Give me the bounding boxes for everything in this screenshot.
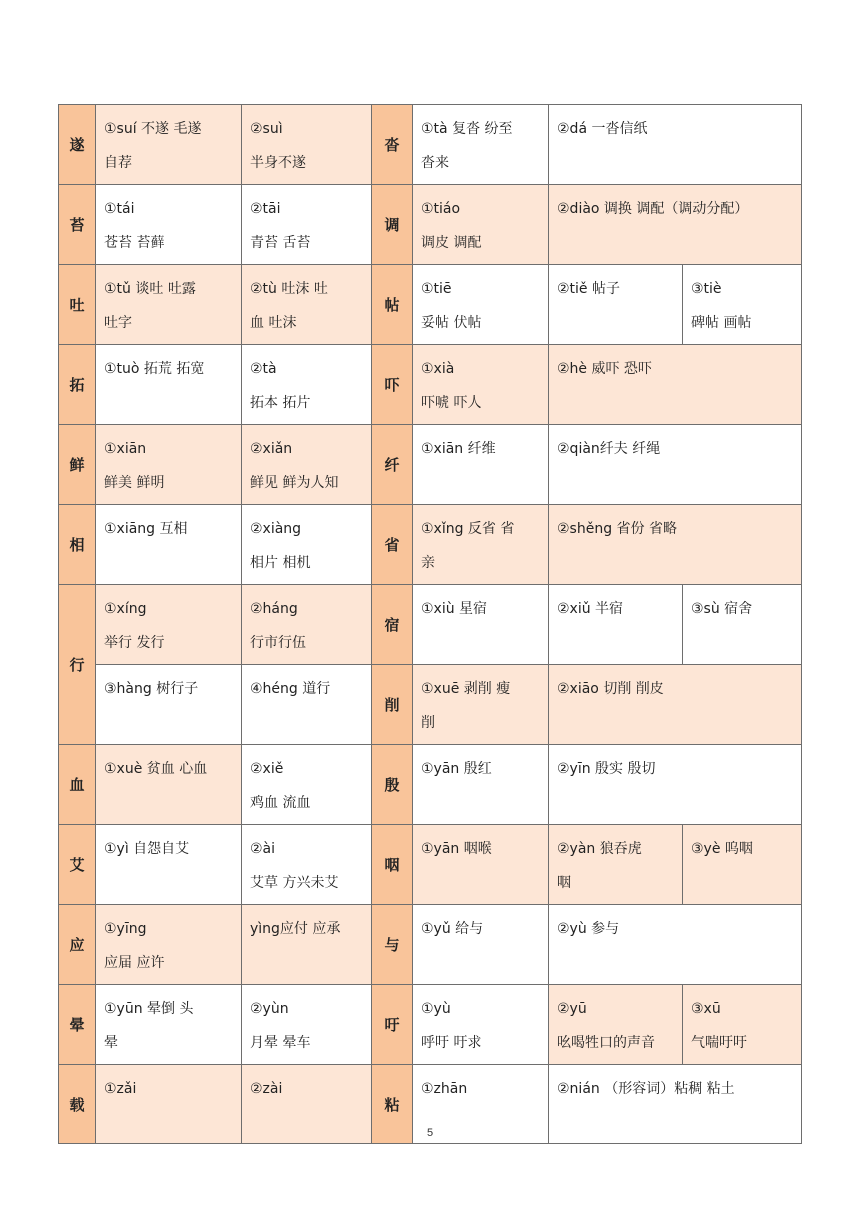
- character-cell: 削: [372, 665, 413, 745]
- reading-cell: [683, 265, 802, 345]
- example-line: 气喘吁吁: [691, 1035, 747, 1051]
- reading-line: ①xíng: [104, 601, 147, 617]
- reading-line: ②hè 威吓 恐吓: [557, 361, 652, 377]
- example-line: 血 吐沫: [250, 315, 297, 331]
- reading-line: ②yùn: [250, 1001, 289, 1017]
- example-line: [557, 384, 793, 423]
- reading-line: ②tù 吐沫 吐: [250, 281, 328, 297]
- reading-line: ①xuè 贫血 心血: [104, 761, 208, 777]
- reading-line: ①xǐng 反省 省: [421, 521, 515, 537]
- character-cell: 调: [372, 185, 413, 265]
- reading-cell: [242, 905, 372, 985]
- table-row: [59, 825, 802, 905]
- reading-cell: [413, 425, 549, 505]
- example-line: [104, 784, 233, 823]
- reading-cell: [549, 665, 802, 745]
- reading-cell: [242, 345, 372, 425]
- reading-cell: [96, 905, 242, 985]
- reading-cell: [242, 825, 372, 905]
- example-line: 亲: [421, 555, 435, 571]
- reading-line: ①xiāng 互相: [104, 521, 188, 537]
- reading-cell: [96, 425, 242, 505]
- example-line: [691, 864, 793, 903]
- reading-cell: [96, 345, 242, 425]
- table-row: [59, 185, 802, 265]
- reading-line: yìng应付 应承: [250, 921, 341, 937]
- reading-cell: [683, 585, 802, 665]
- example-line: 苍苔 苔藓: [104, 235, 165, 251]
- example-line: 举行 发行: [104, 635, 165, 651]
- example-line: 呼吁 吁求: [421, 1035, 482, 1051]
- reading-line: ③hàng 树行子: [104, 681, 199, 697]
- example-line: 沓来: [421, 155, 449, 171]
- example-line: [557, 144, 793, 183]
- reading-line: ②háng: [250, 601, 298, 617]
- example-line: 自荐: [104, 155, 132, 171]
- reading-cell: [549, 905, 802, 985]
- reading-cell: [549, 185, 802, 265]
- reading-cell: [96, 185, 242, 265]
- reading-line: ④héng 道行: [250, 681, 331, 697]
- reading-line: ②tiě 帖子: [557, 281, 620, 297]
- reading-line: ③sù 宿舍: [691, 601, 753, 617]
- reading-cell: [96, 825, 242, 905]
- example-line: [557, 224, 793, 263]
- example-line: [421, 624, 540, 663]
- example-line: 半身不遂: [250, 155, 306, 171]
- reading-line: ③yè 呜咽: [691, 841, 753, 857]
- example-line: 应届 应许: [104, 955, 165, 971]
- example-line: [557, 304, 674, 343]
- reading-cell: [242, 745, 372, 825]
- example-line: 晕: [104, 1035, 118, 1051]
- reading-cell: [96, 585, 242, 665]
- reading-cell: [413, 265, 549, 345]
- example-line: 鸡血 流血: [250, 795, 311, 811]
- reading-line: ①tiáo: [421, 201, 461, 217]
- reading-line: ②shěng 省份 省略: [557, 521, 677, 537]
- reading-line: ②diào 调换 调配（调动分配）: [557, 201, 749, 217]
- reading-line: ②tà: [250, 361, 277, 377]
- example-line: 拓本 拓片: [250, 395, 311, 411]
- table-row: [59, 425, 802, 505]
- character-cell: 血: [59, 745, 96, 825]
- reading-line: ①yūn 晕倒 头: [104, 1001, 194, 1017]
- example-line: [421, 784, 540, 823]
- reading-line: ②xiǔ 半宿: [557, 601, 624, 617]
- reading-line: ①yǔ 给与: [421, 921, 484, 937]
- character-cell: 宿: [372, 585, 413, 665]
- reading-line: ①xuē 剥削 瘦: [421, 681, 511, 697]
- character-cell: 拓: [59, 345, 96, 425]
- reading-line: ①tǔ 谈吐 吐露: [104, 281, 196, 297]
- reading-cell: [242, 585, 372, 665]
- reading-line: ②yīn 殷实 殷切: [557, 761, 656, 777]
- table-row: [59, 665, 802, 745]
- polyphone-table: [58, 104, 802, 1144]
- example-line: [421, 864, 540, 903]
- character-cell: 帖: [372, 265, 413, 345]
- reading-cell: [549, 585, 683, 665]
- example-line: [557, 784, 793, 823]
- reading-line: ①tà 复沓 纷至: [421, 121, 513, 137]
- example-line: 行市行伍: [250, 635, 306, 651]
- table-row: [59, 745, 802, 825]
- reading-line: ③tiè: [691, 281, 722, 297]
- character-cell: 遂: [59, 105, 96, 185]
- example-line: 碑帖 画帖: [691, 315, 752, 331]
- reading-line: ②ài: [250, 841, 276, 857]
- example-line: 月晕 晕车: [250, 1035, 311, 1051]
- example-line: [104, 384, 233, 423]
- character-cell: 省: [372, 505, 413, 585]
- example-line: [557, 704, 793, 743]
- reading-cell: [242, 985, 372, 1065]
- reading-cell: [413, 985, 549, 1065]
- reading-cell: [96, 105, 242, 185]
- reading-line: ①yān 殷红: [421, 761, 492, 777]
- reading-cell: [242, 105, 372, 185]
- example-line: 鲜见 鲜为人知: [250, 475, 339, 491]
- example-line: 鲜美 鲜明: [104, 475, 165, 491]
- reading-cell: [413, 665, 549, 745]
- reading-cell: [549, 425, 802, 505]
- character-cell: 晕: [59, 985, 96, 1065]
- reading-line: ①xiù 星宿: [421, 601, 488, 617]
- reading-line: ①suí 不遂 毛遂: [104, 121, 202, 137]
- example-line: [104, 704, 233, 743]
- reading-line: ①xià: [421, 361, 455, 377]
- reading-cell: [413, 185, 549, 265]
- example-line: 吓唬 吓人: [421, 395, 482, 411]
- example-line: 吐字: [104, 315, 132, 331]
- table-row: [59, 105, 802, 185]
- reading-line: ①zǎi: [104, 1081, 137, 1097]
- character-cell: 与: [372, 905, 413, 985]
- reading-cell: [413, 825, 549, 905]
- reading-line: ②qiàn纤夫 纤绳: [557, 441, 661, 457]
- example-line: 青苔 舌苔: [250, 235, 311, 251]
- example-line: [250, 704, 363, 743]
- example-line: 调皮 调配: [421, 235, 482, 251]
- reading-cell: [96, 665, 242, 745]
- reading-line: ②xiāo 切削 削皮: [557, 681, 664, 697]
- reading-cell: [549, 745, 802, 825]
- reading-line: ②xiǎn: [250, 441, 293, 457]
- character-cell: 载: [59, 1065, 96, 1144]
- reading-cell: [96, 985, 242, 1065]
- reading-cell: [549, 345, 802, 425]
- table-row: [59, 345, 802, 425]
- example-line: 吆喝牲口的声音: [557, 1035, 655, 1051]
- reading-cell: [96, 265, 242, 345]
- reading-cell: [242, 665, 372, 745]
- example-line: 艾草 方兴未艾: [250, 875, 339, 891]
- reading-line: ②yàn 狼吞虎: [557, 841, 642, 857]
- character-cell: 殷: [372, 745, 413, 825]
- reading-cell: [413, 905, 549, 985]
- character-cell: 吓: [372, 345, 413, 425]
- example-line: [104, 544, 233, 583]
- reading-cell: [413, 745, 549, 825]
- reading-line: ②xiě: [250, 761, 284, 777]
- example-line: 相片 相机: [250, 555, 311, 571]
- reading-cell: [413, 105, 549, 185]
- example-line: [250, 944, 363, 983]
- reading-line: ②xiàng: [250, 521, 302, 537]
- reading-cell: [549, 985, 683, 1065]
- reading-line: ①tiē: [421, 281, 452, 297]
- character-cell: 苔: [59, 185, 96, 265]
- reading-line: ①yì 自怨自艾: [104, 841, 190, 857]
- reading-line: ②nián （形容词）粘稠 粘土: [557, 1081, 735, 1097]
- reading-cell: [549, 825, 683, 905]
- table-row: [59, 985, 802, 1065]
- reading-line: ②tāi: [250, 201, 281, 217]
- table-row: [59, 905, 802, 985]
- reading-line: ②yù 参与: [557, 921, 620, 937]
- reading-line: ③xū: [691, 1001, 721, 1017]
- example-line: [557, 464, 793, 503]
- reading-cell: [413, 345, 549, 425]
- reading-line: ①tuò 拓荒 拓宽: [104, 361, 205, 377]
- reading-line: ①xiān: [104, 441, 147, 457]
- reading-line: ①yīng: [104, 921, 147, 937]
- reading-line: ①yān 咽喉: [421, 841, 492, 857]
- reading-cell: [549, 105, 802, 185]
- character-cell: 吁: [372, 985, 413, 1065]
- example-line: [421, 944, 540, 983]
- reading-cell: [242, 505, 372, 585]
- table-row: [59, 585, 802, 665]
- reading-cell: [413, 505, 549, 585]
- table-row: [59, 505, 802, 585]
- character-cell: 艾: [59, 825, 96, 905]
- example-line: [691, 624, 793, 663]
- character-cell: 沓: [372, 105, 413, 185]
- page-number: 5: [426, 1127, 434, 1139]
- example-line: [104, 864, 233, 903]
- reading-cell: [549, 265, 683, 345]
- reading-line: ①tái: [104, 201, 135, 217]
- character-cell: 相: [59, 505, 96, 585]
- example-line: [557, 544, 793, 583]
- reading-cell: [683, 825, 802, 905]
- reading-line: ①yù: [421, 1001, 451, 1017]
- table-row: [59, 265, 802, 345]
- character-cell: 鲜: [59, 425, 96, 505]
- character-cell: 粘: [372, 1065, 413, 1144]
- reading-line: ①xiān 纤维: [421, 441, 496, 457]
- reading-cell: [683, 985, 802, 1065]
- reading-cell: [96, 745, 242, 825]
- reading-line: ②yū: [557, 1001, 587, 1017]
- example-line: [557, 944, 793, 983]
- example-line: [421, 464, 540, 503]
- reading-cell: [242, 185, 372, 265]
- reading-cell: [96, 505, 242, 585]
- reading-line: ②zài: [250, 1081, 283, 1097]
- reading-cell: [242, 425, 372, 505]
- reading-line: ①zhān: [421, 1081, 468, 1097]
- example-line: 妥帖 伏帖: [421, 315, 482, 331]
- reading-cell: [549, 505, 802, 585]
- character-cell: 行: [59, 585, 96, 745]
- character-cell: 纤: [372, 425, 413, 505]
- character-cell: 应: [59, 905, 96, 985]
- reading-cell: [413, 585, 549, 665]
- reading-line: ②dá 一沓信纸: [557, 121, 648, 137]
- character-cell: 咽: [372, 825, 413, 905]
- example-line: 削: [421, 715, 435, 731]
- reading-line: ②suì: [250, 121, 283, 137]
- example-line: [557, 624, 674, 663]
- example-line: 咽: [557, 875, 571, 891]
- character-cell: 吐: [59, 265, 96, 345]
- reading-cell: [242, 265, 372, 345]
